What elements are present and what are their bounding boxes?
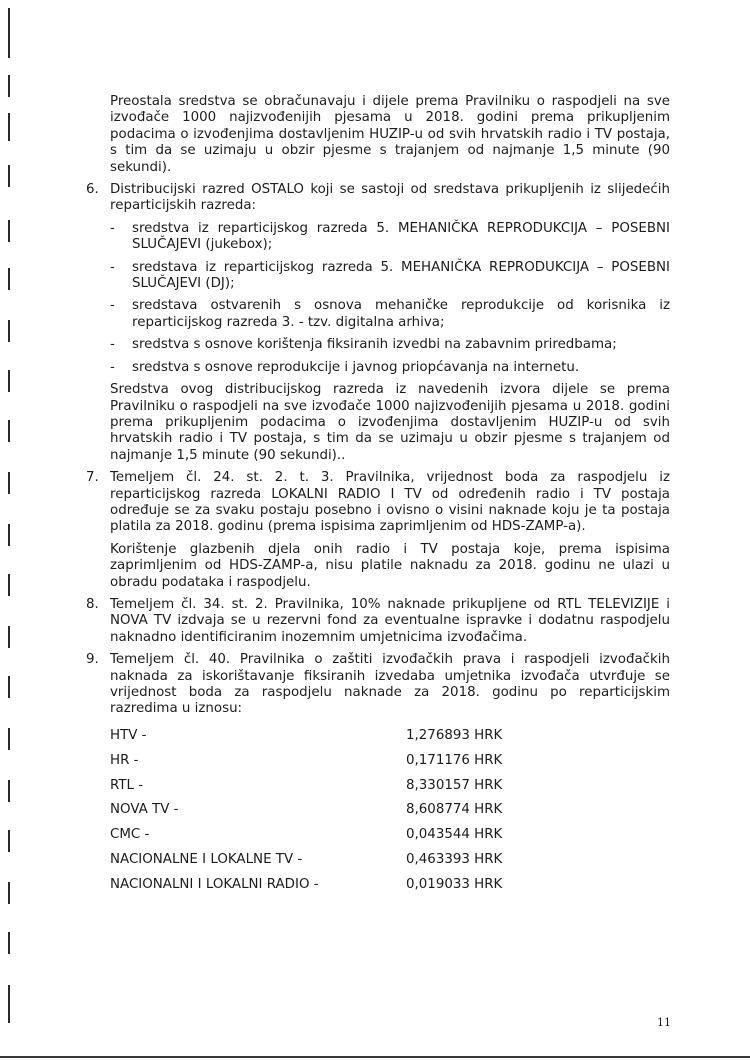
scan-mark (8, 420, 10, 442)
dash-bullet: - (110, 259, 115, 275)
rate-value: 0,463393 HRK (406, 851, 503, 867)
sub-item (110, 337, 670, 353)
dash-bullet: - (110, 359, 115, 375)
rate-value: 0,043544 HRK (406, 827, 503, 843)
item-number: 6. (86, 182, 99, 198)
sub-item-text: sredstva s osnove reprodukcije i javnog priopćavanja na internetu. (132, 359, 580, 375)
rate-value: 0,019033 HRK (406, 876, 503, 892)
rate-value: 1,276893 HRK (406, 728, 503, 743)
item-number: 8. (86, 596, 99, 612)
document-body (86, 94, 670, 897)
sub-item-text: sredstva iz reparticijskog razreda 5. MEHANIČKA REPRODUKCIJA – POSEBNI SLUČAJEVI (jukebox); (132, 220, 670, 253)
scan-mark (8, 728, 10, 750)
rate-value: 0,171176 HRK (406, 752, 503, 768)
dash-bullet: - (110, 298, 115, 314)
dash-bullet: - (110, 337, 115, 353)
rate-row (110, 773, 670, 798)
scan-mark (8, 985, 10, 1023)
item-text: Temeljem čl. 40. Pravilnika o zaštiti izvođačkih prava i raspodjeli izvođačkih naknada za iskorištavanje fiksiranih izvedaba umjetnika izvođača utvrđuje se vrijednost boda za raspodjelu naknade za 2018. godinu po reparticijskim razredima u iznosu: (110, 652, 670, 717)
rate-row (110, 798, 670, 823)
rate-value: 8,330157 HRK (406, 777, 503, 793)
list-item-9 (86, 652, 670, 718)
scan-mark (8, 220, 10, 242)
rate-label: NACIONALNI I LOKALNI RADIO - (110, 876, 319, 892)
rate-label: HTV - (110, 728, 147, 743)
scan-mark (8, 268, 10, 290)
item-text: Temeljem čl. 24. st. 2. t. 3. Pravilnika, vrijednost boda za raspodjelu iz reparticijskog razreda LOKALNI RADIO I TV od određenih radio i TV postaja određuje se za svaku postaju posebno i ovisno o visini naknade koju je ta postaja platila za 2018. godinu (prema ispisima zaprimljenim od HDS-ZAMP-a). (110, 470, 670, 535)
rate-row (110, 749, 670, 774)
scan-mark (8, 113, 10, 141)
sub-item-text: sredstava iz reparticijskog razreda 5. MEHANIČKA REPRODUKCIJA – POSEBNI SLUČAJEVI (DJ); (132, 259, 670, 292)
dash-bullet: - (110, 220, 115, 236)
list-item-6 (86, 182, 670, 215)
scan-mark (8, 370, 10, 392)
list-item-7 (86, 470, 670, 536)
scan-mark (8, 524, 10, 546)
scan-mark (8, 320, 10, 342)
rate-label: NACIONALNE I LOKALNE TV - (110, 851, 303, 867)
sub-item (110, 359, 670, 376)
scan-mark (8, 574, 10, 596)
sub-item (110, 220, 670, 254)
list-item-8 (86, 596, 670, 646)
rate-value: 8,608774 HRK (406, 802, 503, 818)
rate-row (110, 848, 670, 873)
rate-row (110, 823, 670, 848)
rate-row (110, 873, 670, 898)
page-bottom-edge (0, 1056, 750, 1058)
scan-mark (8, 75, 10, 97)
scan-mark (8, 472, 10, 494)
scan-mark (8, 882, 10, 904)
item-6-continuation: Sredstva ovog distribucijskog razreda iz navedenih izvora dijele se prema Pravilniku o raspodjeli na sve izvođače 1000 najizvođenijih pjesama u 2018. godini prema prikupljenim podacima o izvođenjima dostavljenim HUZIP-u od svih hrvatskih radio i TV postaja, s tim da se uzimaju u obzir pjesme s trajanjem od najmanje 1,5 minute (90 sekundi).. (110, 382, 670, 463)
page-number: 11 (657, 1016, 671, 1029)
scan-mark (8, 676, 10, 698)
point-value-table (110, 724, 670, 898)
sub-item-text: sredstava ostvarenih s osnova mehaničke reprodukcije od korisnika iz reparticijskog razreda 3. - tzv. digitalna arhiva; (132, 298, 670, 330)
item-number: 9. (86, 652, 99, 668)
rate-row (110, 724, 670, 749)
rate-label: NOVA TV - (110, 802, 179, 818)
rate-label: RTL - (110, 777, 144, 793)
scan-mark (8, 626, 10, 648)
scan-mark (8, 830, 10, 852)
rate-label: CMC - (110, 827, 150, 843)
scan-mark (8, 780, 10, 802)
item-text: Temeljem čl. 34. st. 2. Pravilnika, 10% naknade prikupljene od RTL TELEVIZIJE i NOVA TV izdvaja se u rezervni fond za eventualne ispravke i dodatnu raspodjelu naknadno identificiranim inozemnim umjetnicima izvođačima. (110, 596, 670, 645)
sub-item-text: sredstva s osnove korištenja fiksiranih izvedbi na zabavnim priredbama; (132, 337, 617, 353)
item-number: 7. (86, 470, 99, 486)
scan-mark (8, 932, 10, 954)
scan-mark (8, 165, 10, 187)
item-7-continuation: Korištenje glazbenih djela onih radio i TV postaja koje, prema ispisima zaprimljenim od HDS-ZAMP-a, nisu platile naknadu za 2018. godinu ne ulazi u obradu podataka i raspodjelu. (110, 541, 670, 590)
scan-mark (8, 8, 10, 58)
sub-item (110, 259, 670, 293)
sub-item (110, 298, 670, 331)
item-text: Distribucijski razred OSTALO koji se sastoji od sredstava prikupljenih iz slijedećih reparticijskih razreda: (110, 182, 670, 214)
intro-paragraph: Preostala sredstva se obračunavaju i dijele prema Pravilniku o raspodjeli na sve izvođače 1000 najizvođenijih pjesama u 2018. godini prema prikupljenim podacima o izvođenjima dostavljenim HUZIP-u od svih hrvatskih radio i TV postaja, s tim da se uzimaju u obzir pjesme s trajanjem od najmanje 1,5 minute (90 sekundi). (110, 94, 670, 175)
rate-label: HR - (110, 752, 139, 768)
